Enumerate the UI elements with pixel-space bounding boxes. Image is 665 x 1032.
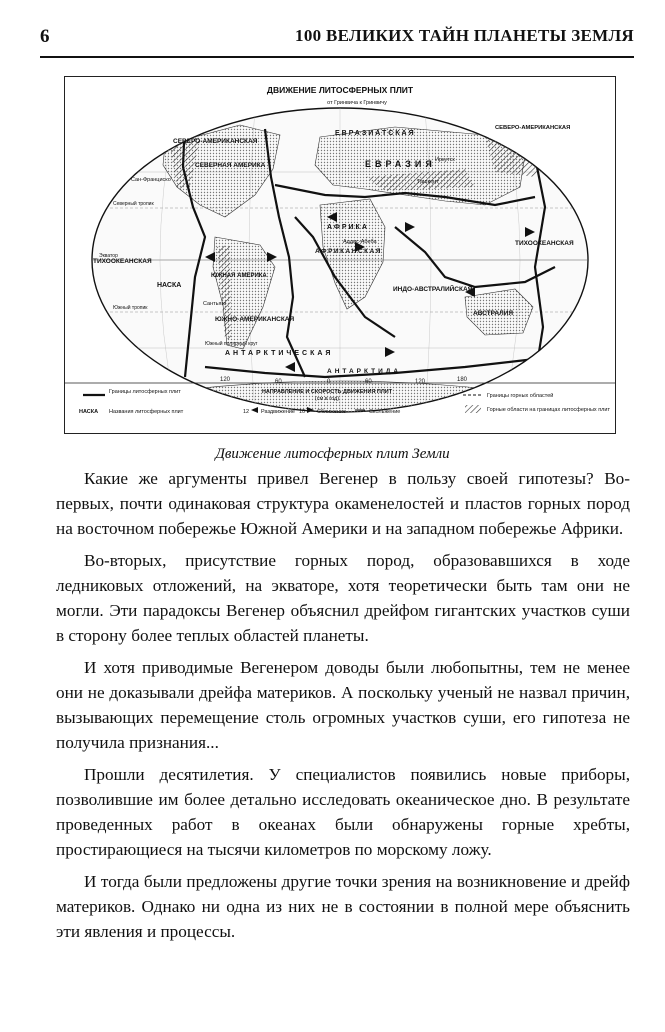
- legend-mountain-area-swatch: [465, 405, 481, 413]
- plate-map: [65, 77, 615, 433]
- legend-text: 10: [299, 409, 306, 415]
- polar-circle-label: Южный полярный круг: [205, 341, 258, 347]
- plate-label: АФРИКАНСКАЯ: [315, 248, 382, 255]
- legend-text: 12: [243, 409, 250, 415]
- longitude-label: 0: [327, 379, 331, 385]
- paragraph: Во-вторых, присутствие горных пород, образовавшихся в ходе ледниковых отложений, на экваторе, хотя теоретически быть там они не могли. Эти парадоксы Вегенер объяснил дрейфом гигантских участков суши в сторону более теплых областей планеты.: [56, 551, 630, 645]
- continent-label: АНТАРКТИДА: [327, 368, 402, 375]
- plate-label: ИНДО-АВСТРАЛИЙСКАЯ: [393, 286, 473, 293]
- map-title: ДВИЖЕНИЕ ЛИТОСФЕРНЫХ ПЛИТ: [266, 85, 414, 95]
- legend-text: НАСКА: [79, 409, 99, 415]
- place-label: Иркутск: [435, 157, 455, 163]
- plate-label: ЕВРАЗИАТСКАЯ: [335, 130, 416, 137]
- tropic-label: Северный тропик: [113, 201, 154, 207]
- legend-text: Границы литосферных плит: [109, 389, 181, 395]
- plate-map-figure: [64, 76, 616, 434]
- continent-label: АВСТРАЛИЯ: [473, 310, 514, 317]
- continent-label: ЮЖНАЯ АМЕРИКА: [211, 273, 267, 279]
- plate-label: СЕВЕРО-АМЕРИКАНСКАЯ: [495, 125, 571, 131]
- legend-text: Горные области на границах литосферных плит: [487, 407, 610, 413]
- plate-label: НАСКА: [157, 282, 182, 289]
- header-rule: [40, 56, 634, 58]
- plate-label: ТИХООКЕАНСКАЯ: [93, 258, 152, 265]
- running-title: 100 ВЕЛИКИХ ТАЙН ПЛАНЕТЫ ЗЕМЛЯ: [295, 26, 634, 45]
- longitude-label: 120: [415, 379, 426, 385]
- legend-text: Скольжение: [369, 409, 401, 415]
- longitude-label: 180: [457, 377, 468, 383]
- page-number: 6: [40, 26, 50, 47]
- longitude-label: 60: [365, 379, 372, 385]
- figure-caption: Движение литосферных плит Земли: [215, 446, 450, 462]
- continent-label: СЕВЕРНАЯ АМЕРИКА: [195, 162, 266, 169]
- plate-label: АНТАРКТИЧЕСКАЯ: [225, 350, 334, 357]
- longitude-label: 60: [275, 379, 282, 385]
- legend-title: НАПРАВЛЕНИЕ И СКОРОСТЬ ДВИЖЕНИЯ ПЛИТ: [261, 389, 393, 395]
- legend-text: Сближение: [317, 409, 347, 415]
- plate-label: ТИХООКЕАНСКАЯ: [515, 240, 574, 247]
- plate-label: СЕВЕРО-АМЕРИКАНСКАЯ: [173, 138, 258, 145]
- paragraph: Какие же аргументы привел Вегенер в пользу своей гипотезы? Во-первых, почти одинаковая структура окаменелостей и пластов горных пород на восточном побережье Южной Америки и на западном побережье Африки.: [56, 469, 630, 538]
- place-label: Аддис-Абеба: [343, 239, 377, 245]
- legend-text: (см в год): [314, 396, 340, 402]
- equator-label: Экватор: [99, 253, 118, 259]
- longitude-label: 120: [220, 377, 231, 383]
- paragraph: Прошли десятилетия. У специалистов появились новые приборы, позволившие им более детально исследовать океаническое дно. В результате проведенных работ в океанах были обнаружены горные хребты, простирающиеся на тысячи километров по морскому ложу.: [56, 765, 630, 859]
- legend-text: Названия литосферных плит: [109, 409, 184, 415]
- tropic-label: Южный тропик: [113, 305, 148, 311]
- paragraph: И тогда были предложены другие точки зрения на возникновение и дрейф материков. Однако ни одна из них не в состоянии в полной мере объяснить эти явления и процессы.: [56, 872, 630, 941]
- place-label: Сан-Франциско: [131, 177, 171, 183]
- place-label: Сантьяго: [203, 301, 227, 307]
- continent-label: ЕВРАЗИЯ: [365, 159, 436, 169]
- legend-text: Границы горных областей: [487, 393, 554, 399]
- plate-label: ЮЖНО-АМЕРИКАНСКАЯ: [215, 316, 295, 323]
- paragraph: И хотя приводимые Вегенером доводы были любопытны, тем не менее они не доказывали дрейфа материков. А поскольку ученый не назвал причин, вызывающих перемещение столь огромных участков суши, его гипотеза не получила признания...: [56, 658, 630, 752]
- continent-label: АФРИКА: [327, 224, 369, 231]
- legend-text: Раздвижение: [261, 409, 295, 415]
- divergence-arrow-icon: [251, 407, 258, 413]
- body-text: [56, 466, 630, 951]
- greenwich-note: от Гринвича к Гринвичу: [327, 100, 387, 106]
- page-header: [40, 26, 640, 52]
- place-label: Ташкент: [417, 179, 439, 185]
